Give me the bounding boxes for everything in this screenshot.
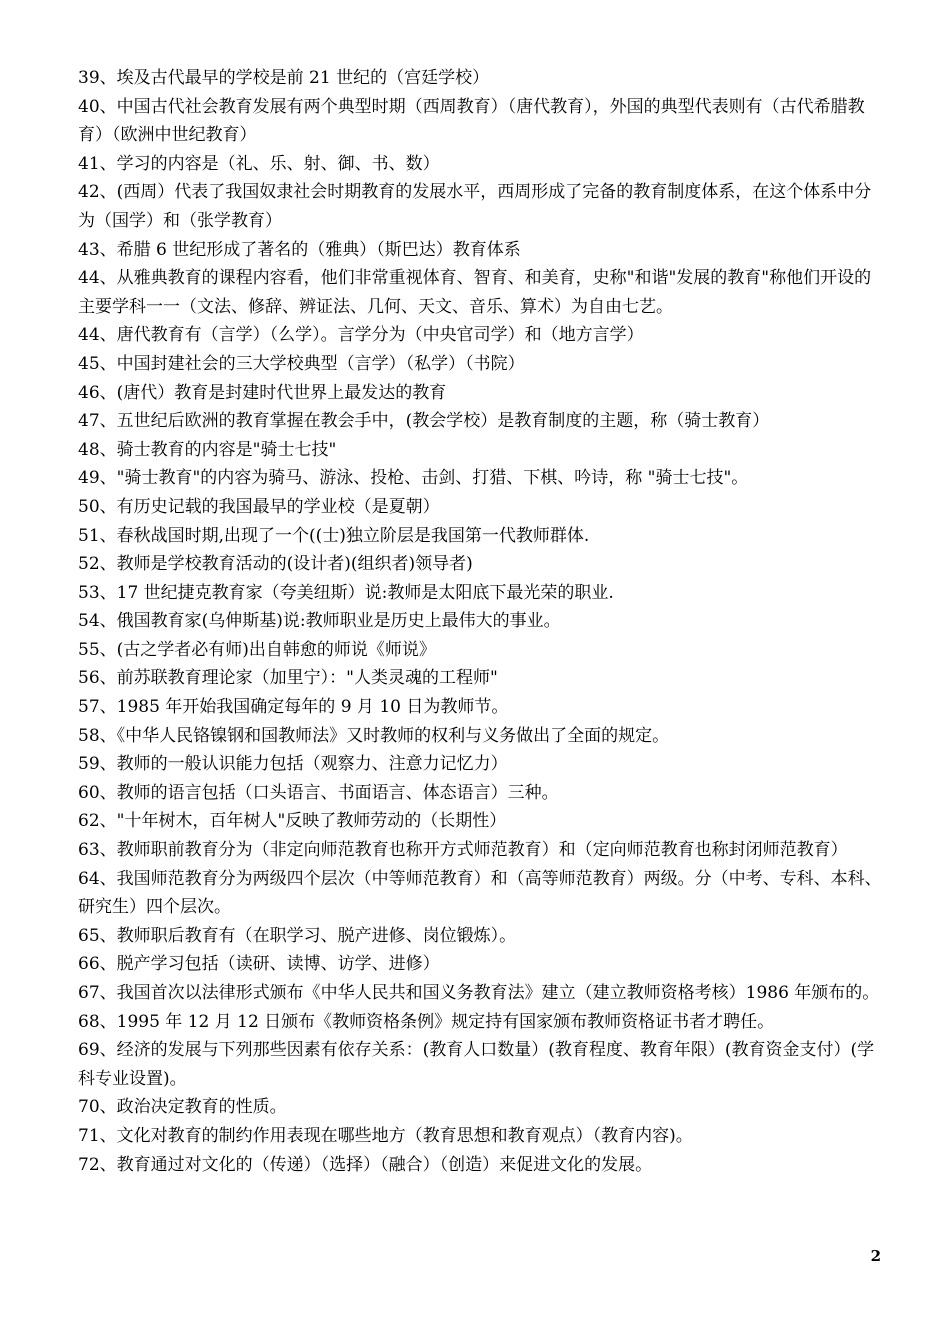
list-item: 70、政治决定教育的性质。 bbox=[78, 1097, 287, 1118]
list-item: 51、春秋战国时期,出现了一个((士)独立阶层是我国第一代教师群体. bbox=[78, 525, 590, 546]
list-item: 52、教师是学校教育活动的(设计者)(组织者)领导者) bbox=[78, 554, 473, 575]
list-item: 59、教师的一般认识能力包括（观察力、注意力记忆力） bbox=[78, 754, 508, 775]
list-item: 66、脱产学习包括（读研、读博、访学、进修） bbox=[78, 954, 440, 975]
list-item: 69、经济的发展与下列那些因素有依存关系：(教育人口数量）(教育程度、教育年限）(教育资金支付）(学科专业设置)。 bbox=[78, 1040, 875, 1089]
list-item: 46、(唐代）教育是封建时代世界上最发达的教育 bbox=[78, 382, 447, 403]
list-item: 63、教师职前教育分为（非定向师范教育也称开方式师范教育）和（定向师范教育也称封闭师范教育） bbox=[78, 840, 848, 861]
list-item: 68、1995 年 12 月 12 日颁布《教师资格条例》规定持有国家颁布教师资格证书者才聘任。 bbox=[78, 1011, 775, 1032]
list-item: 57、1985 年开始我国确定每年的 9 月 10 日为教师节。 bbox=[78, 697, 509, 718]
list-item: 43、希腊 6 世纪形成了著名的（雅典）（斯巴达）教育体系 bbox=[78, 239, 521, 260]
list-item: 56、前苏联教育理论家（加里宁）："人类灵魂的工程师" bbox=[78, 668, 498, 689]
list-item: 71、文化对教育的制约作用表现在哪些地方（教育思想和教育观点）（教育内容)。 bbox=[78, 1125, 693, 1146]
list-item: 67、我国首次以法律形式颁布《中华人民共和国义务教育法》建立（建立教师资格考核）1986 年颁布的。 bbox=[78, 983, 880, 1003]
list-item: 39、埃及古代最早的学校是前 21 世纪的（宫廷学校） bbox=[78, 68, 490, 88]
list-item: 45、中国封建社会的三大学校典型（言学）（私学）（书院） bbox=[78, 353, 525, 374]
list-item: 60、教师的语言包括（口头语言、书面语言、体态语言）三种。 bbox=[78, 782, 559, 803]
list-item: 64、我国师范教育分为两级四个层次（中等师范教育）和（高等师范教育）两级。分（中考、专科、本科、研究生）四个层次。 bbox=[78, 868, 882, 918]
list-item: 54、俄国教育家(乌伸斯基)说:教师职业是历史上最伟大的事业。 bbox=[78, 611, 561, 632]
list-item: 44、唐代教育有（言学）（么学）。言学分为（中央官司学）和（地方言学） bbox=[78, 325, 644, 346]
list-item: 65、教师职后教育有（在职学习、脱产进修、岗位锻炼）。 bbox=[78, 925, 517, 946]
list-item: 49、"骑士教育"的内容为骑马、游泳、投枪、击剑、打猎、下棋、吟诗，称 "骑士七技"。 bbox=[78, 468, 749, 489]
list-item: 47、五世纪后欧洲的教育掌握在教会手中，(教会学校）是教育制度的主题，称（骑士教育） bbox=[78, 411, 770, 432]
list-item: 62、"十年树木，百年树人"反映了教师劳动的（长期性） bbox=[78, 811, 507, 832]
list-item: 40、中国古代社会教育发展有两个典型时期（西周教育）（唐代教育），外国的典型代表则有（古代希腊教育）（欧洲中世纪教育） bbox=[78, 96, 865, 146]
list-item: 58、《中华人民铬镍钢和国教师法》又时教师的权利与义务做出了全面的规定。 bbox=[78, 725, 670, 746]
list-item: 44、从雅典教育的课程内容看，他们非常重视体育、智育、和美育，史称"和谐"发展的教育"称他们开设的主要学科一一（文法、修辞、辨证法、几何、天文、音乐、算术）为自由七艺。 bbox=[78, 268, 872, 317]
list-item: 55、(古之学者必有师)出自韩愈的师说《师说》 bbox=[78, 639, 436, 660]
list-item: 53、17 世纪捷克教育家（夸美纽斯）说:教师是太阳底下最光荣的职业. bbox=[78, 582, 614, 603]
list-item: 48、骑士教育的内容是"骑士七技" bbox=[78, 439, 337, 460]
document-body bbox=[78, 64, 886, 1179]
page-number: 2 bbox=[870, 1247, 881, 1265]
list-item: 50、有历史记载的我国最早的学业校（是夏朝） bbox=[78, 496, 440, 517]
list-item: 72、教育通过对文化的（传递）（选择）（融合）（创造）来促进文化的发展。 bbox=[78, 1154, 653, 1175]
list-item: 42、(西周）代表了我国奴隶社会时期教育的发展水平，西周形成了完备的教育制度体系，在这个体系中分为（国学）和（张学教育） bbox=[78, 182, 872, 231]
list-item: 41、学习的内容是（礼、乐、射、御、书、数） bbox=[78, 153, 440, 174]
